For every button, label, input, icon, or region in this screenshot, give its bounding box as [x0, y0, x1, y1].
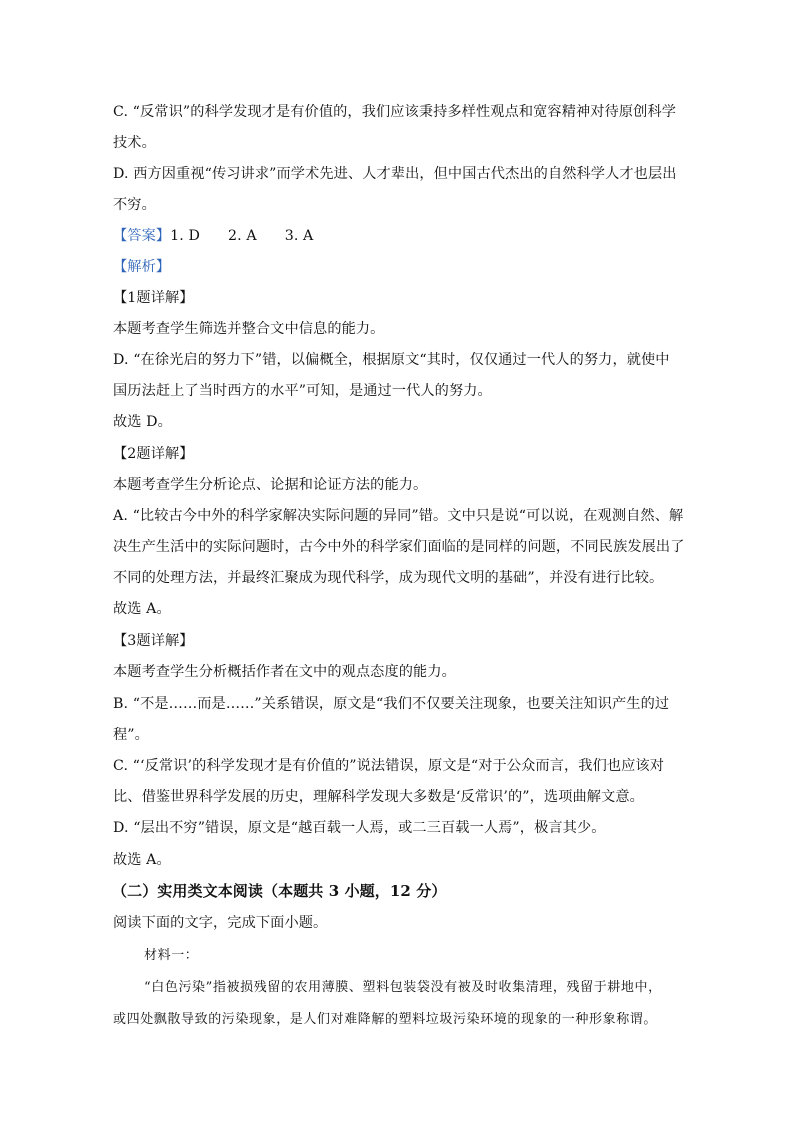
material-label: 材料一：	[144, 948, 199, 963]
option-d-line-1: D. 西方因重视“传习讲求”而学术先进、人才辈出，但中国古代杰出的自然科学人才也层出	[113, 166, 677, 182]
answer-label: 【答案】	[113, 228, 171, 244]
material-line: “白色污染”指被损残留的农用薄膜、塑料包装袋没有被及时收集清理，残留于耕地中，	[144, 980, 662, 995]
q3-line: 程”。	[113, 727, 149, 743]
answer-3: 3. A	[284, 228, 314, 244]
q2-line: 不同的处理方法，并最终汇聚成为现代科学，成为现代文明的基础”，并没有进行比较。	[113, 570, 664, 586]
section-instruction: 阅读下面的文字，完成下面小题。	[113, 915, 328, 931]
analysis-label: 【解析】	[113, 259, 171, 275]
q3-line: B. “不是……而是……”关系错误，原文是“我们不仅要关注现象，也要关注知识产生的过	[113, 696, 670, 712]
option-c-line-2: 技术。	[113, 135, 156, 151]
q1-heading: 【1题详解】	[113, 290, 194, 306]
material-line: 或四处飘散导致的污染现象，是人们对难降解的塑料垃圾污染环境的现象的一种形象称谓。	[113, 1012, 658, 1027]
q2-line: A. “比较古今中外的科学家解决实际问题的异同”错。文中只是说“可以说，在观测自然、解	[113, 508, 684, 524]
q3-conclusion: 故选 A。	[113, 852, 171, 868]
q3-heading: 【3题详解】	[113, 633, 194, 649]
q2-line: 本题考查学生分析论点、论据和论证方法的能力。	[113, 477, 428, 493]
q2-conclusion: 故选 A。	[113, 601, 171, 617]
q1-line: D. “在徐光启的努力下”错，以偏概全，根据原文“其时，仅仅通过一代人的努力，就使中	[113, 352, 670, 368]
q3-line: 比、借鉴世界科学发展的历史，理解科学发现大多数是‘反常识’的”，选项曲解文意。	[113, 789, 644, 805]
q3-line: C. “‘反常识’的科学发现才是有价值的”说法错误，原文是“对于公众而言，我们也应该对	[113, 758, 665, 774]
q2-line: 决生产生活中的实际问题时，古今中外的科学家们面临的是同样的问题，不同民族发展出了	[113, 539, 685, 555]
q1-line: 本题考查学生筛选并整合文中信息的能力。	[113, 321, 385, 337]
q1-line: 国历法赶上了当时西方的水平”可知，是通过一代人的努力。	[113, 383, 492, 399]
answer-2: 2. A	[227, 228, 257, 244]
section-heading: （二）实用类文本阅读（本题共 3 小题，12 分）	[112, 882, 447, 900]
answer-row	[113, 226, 313, 246]
option-c-line-1: C. “反常识”的科学发现才是有价值的，我们应该秉持多样性观点和宽容精神对待原创科学	[113, 104, 677, 120]
q2-heading: 【2题详解】	[113, 446, 194, 462]
q3-line: D. “层出不穷”错误，原文是“越百载一人焉，或二三百载一人焉”，极言其少。	[113, 820, 606, 836]
q3-line: 本题考查学生分析概括作者在文中的观点态度的能力。	[113, 664, 456, 680]
answer-1: 1. D	[170, 228, 200, 244]
option-d-line-2: 不穷。	[113, 197, 156, 213]
q1-conclusion: 故选 D。	[113, 414, 172, 430]
